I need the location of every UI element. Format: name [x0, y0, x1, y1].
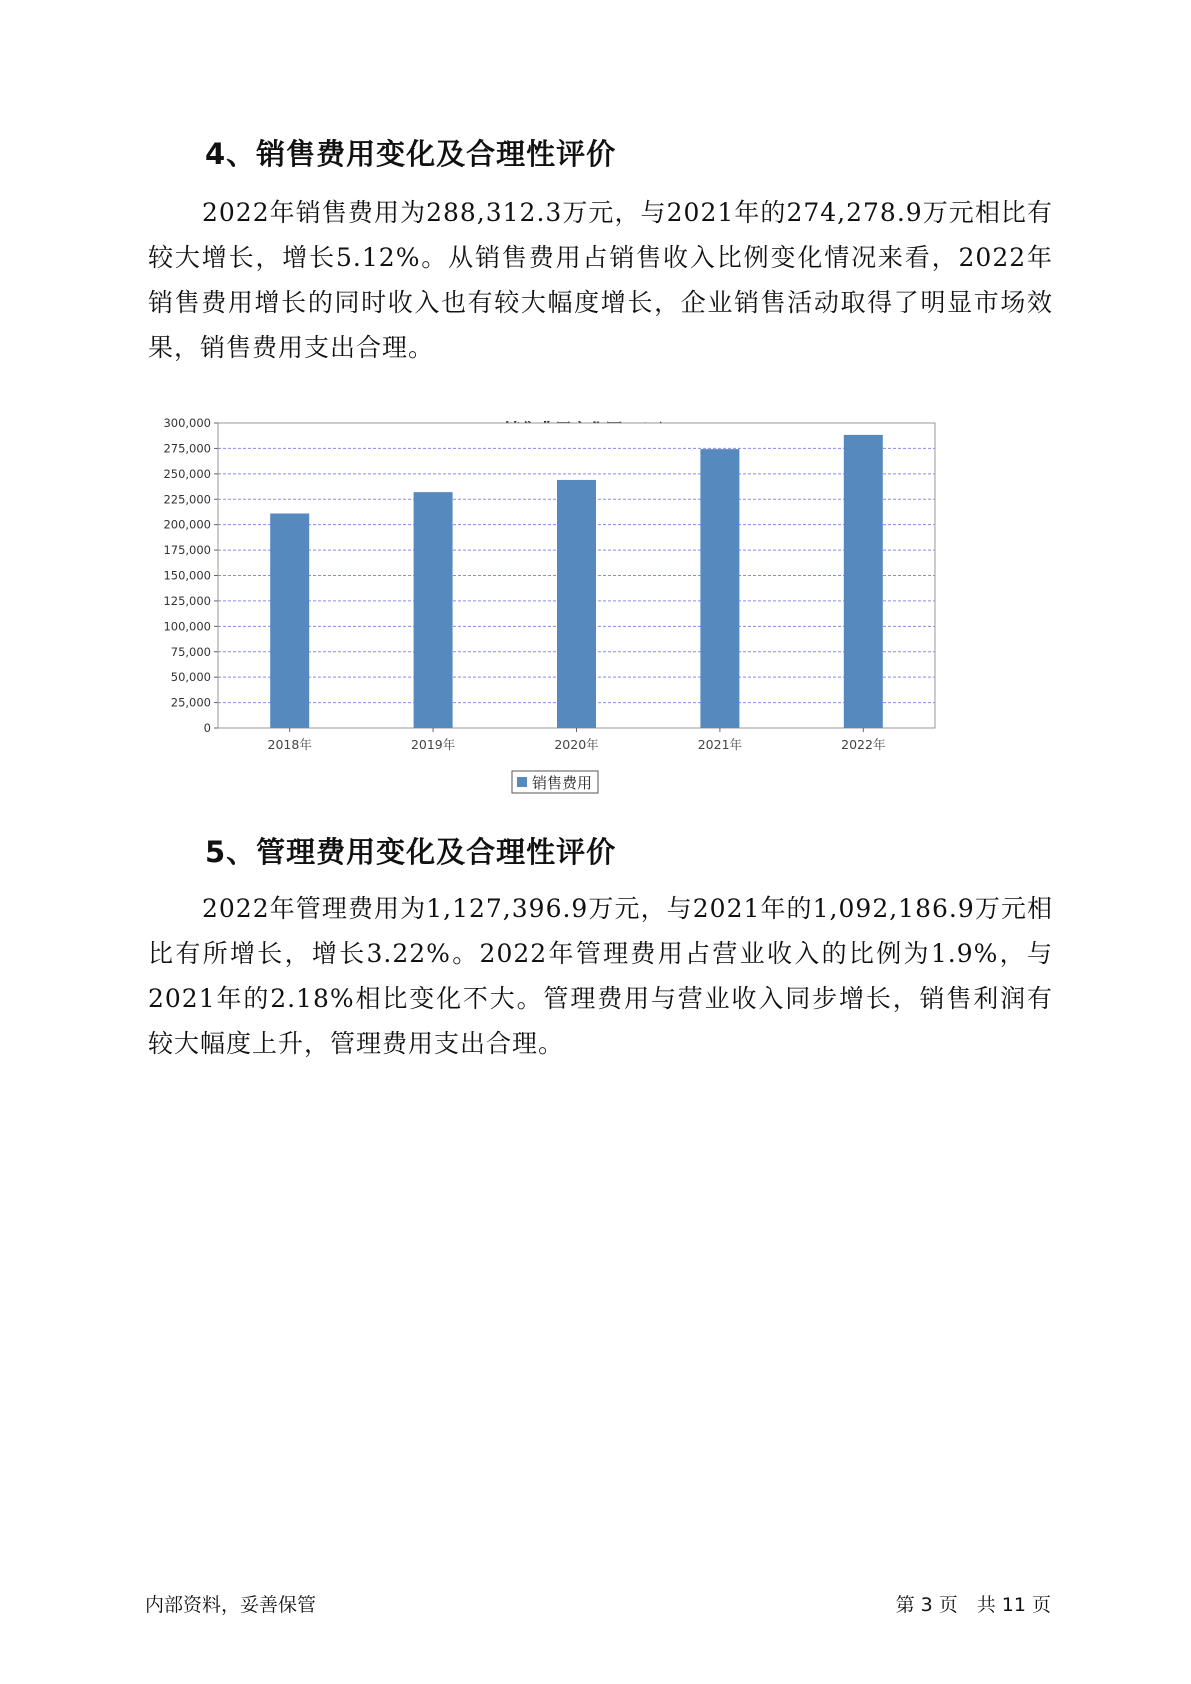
- x-tick-label: 2022年: [841, 737, 886, 752]
- x-tick-labels: [268, 728, 886, 752]
- legend-label: 销售费用: [532, 774, 593, 792]
- x-tick-label: 2020年: [554, 737, 599, 752]
- bar-2018年: [270, 513, 309, 728]
- x-tick-label: 2018年: [267, 737, 312, 752]
- section-4-paragraph: 2022年销售费用为288,312.3万元，与2021年的274,278.9万元相比有较大增长，增长5.12%。从销售费用占销售收入比例变化情况来看，2022年销售费用增长的同时收入也有较大幅度增长，企业销售活动取得了明显市场效果，销售费用支出合理。: [148, 198, 1053, 362]
- y-tick-label: 75,000: [170, 644, 211, 659]
- y-tick-label: 225,000: [163, 492, 211, 507]
- section-5-paragraph: 2022年管理费用为1,127,396.9万元，与2021年的1,092,186.9万元相比有所增长，增长3.22%。2022年管理费用占营业收入的比例为1.9%，与2021年的2.18%相比变化不大。管理费用与营业收入同步增长，销售利润有较大幅度上升，管理费用支出合理。: [148, 894, 1053, 1058]
- footer-confidential-note: 内部资料，妥善保管: [145, 1594, 317, 1616]
- y-tick-labels: [163, 416, 218, 735]
- y-tick-label: 50,000: [170, 670, 211, 685]
- legend: [512, 771, 598, 793]
- y-tick-label: 275,000: [163, 441, 211, 456]
- y-tick-label: 175,000: [163, 543, 211, 558]
- y-tick-label: 125,000: [163, 593, 211, 608]
- legend-swatch: [517, 777, 527, 787]
- chart-svg: [148, 408, 1028, 868]
- bar-2021年: [700, 449, 739, 728]
- y-tick-label: 200,000: [163, 517, 211, 532]
- y-tick-label: 150,000: [163, 568, 211, 583]
- y-tick-label: 100,000: [163, 619, 211, 634]
- section-4-heading: 4、销售费用变化及合理性评价: [205, 137, 617, 171]
- y-tick-label: 0: [203, 721, 211, 735]
- x-tick-label: 2019年: [410, 737, 456, 752]
- section-5-heading: 5、管理费用变化及合理性评价: [205, 835, 617, 869]
- y-tick-label: 300,000: [163, 416, 211, 430]
- y-tick-label: 250,000: [163, 466, 211, 481]
- sales-expense-chart: [148, 408, 1028, 868]
- bar-2020年: [557, 480, 596, 728]
- bar-2019年: [414, 492, 453, 728]
- footer-page-number: 第 3 页 共 11 页: [895, 1594, 1051, 1616]
- bar-2022年: [844, 435, 883, 728]
- y-tick-label: 25,000: [170, 695, 211, 710]
- x-tick-label: 2021年: [697, 737, 743, 752]
